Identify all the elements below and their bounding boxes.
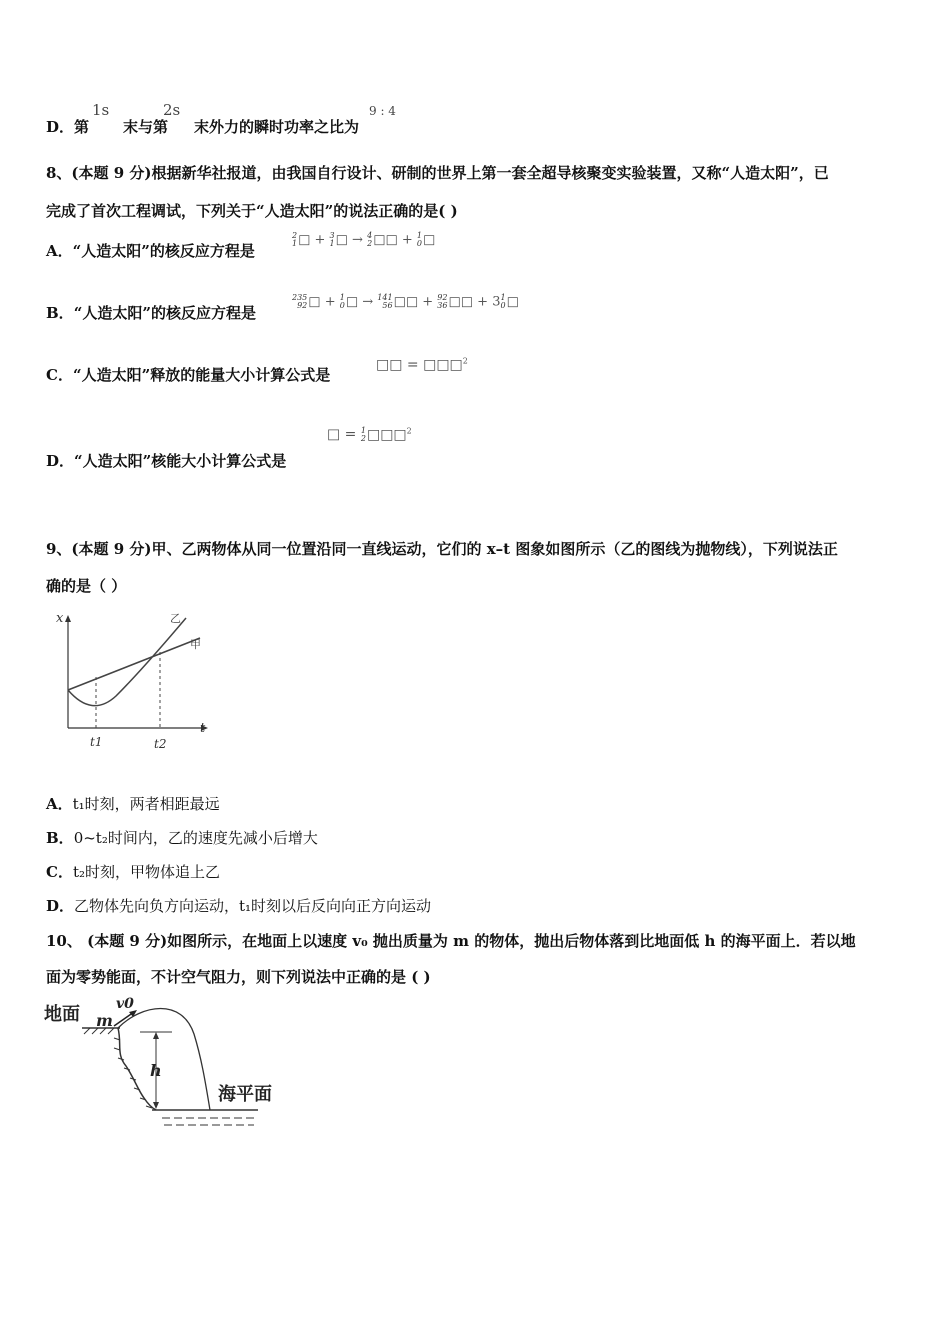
tick-t1: t1 bbox=[90, 735, 103, 749]
q8c-equation: □□ = □□□$^2$ bbox=[376, 356, 468, 373]
q9-option-c: C．t₂时刻，甲物体追上乙 bbox=[46, 863, 220, 881]
series-yi-label: 乙 bbox=[170, 612, 181, 625]
y-axis-arrow-icon bbox=[65, 615, 71, 622]
q9-xt-graph bbox=[46, 606, 216, 756]
q8-stem-line-2: 完成了首次工程调试，下列关于“人造太阳”的说法正确的是( ) bbox=[46, 202, 458, 220]
q10-stem-line-1: 10、 (本题 9 分)如图所示，在地面上以速度 v₀ 抛出质量为 m 的物体，抛出后物体落到比地面低 h 的海平面上．若以地 bbox=[46, 932, 856, 950]
h-arrow-up-icon bbox=[153, 1032, 159, 1039]
q8-option-d: D．“人造太阳”核能大小计算公式是 bbox=[46, 452, 287, 470]
y-axis-label: x bbox=[56, 611, 64, 626]
trajectory bbox=[118, 1009, 210, 1111]
q9-stem-line-2: 确的是（ ） bbox=[46, 577, 127, 595]
q8-stem-line-1: 8、(本题 9 分)根据新华社报道，由我国自行设计、研制的世界上第一套全超导核聚变实验装置，又称“人造太阳”，已 bbox=[46, 164, 829, 182]
sea-level-label: 海平面 bbox=[218, 1084, 272, 1105]
q10-stem-line-2: 面为零势能面，不计空气阻力，则下列说法中正确的是 ( ) bbox=[46, 968, 431, 986]
q9-option-a: A．t₁时刻，两者相距最远 bbox=[46, 795, 220, 813]
q9-stem-line-1: 9、(本题 9 分)甲、乙两物体从同一位置沿同一直线运动，它们的 x–t 图象如图所示（乙的图线为抛物线），下列说法正 bbox=[46, 540, 838, 558]
ground-label: 地面 bbox=[44, 1004, 80, 1025]
x-axis-label: t bbox=[200, 721, 206, 736]
series-yi-curve bbox=[68, 618, 186, 706]
q7-option-d: D．第 末与第 末外力的瞬时功率之比为 bbox=[46, 118, 360, 136]
q7d-text-1: 第 bbox=[74, 118, 90, 136]
q10-projectile-figure bbox=[42, 994, 292, 1134]
q8a-equation: 2 1□ + 3 1□ → 4 2□□ + 1 0□ bbox=[292, 231, 436, 248]
v0-label: v0 bbox=[116, 996, 134, 1012]
q9-option-b: B．0~t₂时间内，乙的速度先减小后增大 bbox=[46, 829, 318, 847]
q8-option-c: C．“人造太阳”释放的能量大小计算公式是 bbox=[46, 366, 331, 384]
tick-t2: t2 bbox=[154, 737, 167, 751]
q7d-ratio: 9 : 4 bbox=[369, 104, 396, 118]
h-label: h bbox=[150, 1061, 162, 1080]
q7d-text-2: 末与第 bbox=[123, 118, 169, 136]
q9-option-d: D．乙物体先向负方向运动，t₁时刻以后反向向正方向运动 bbox=[46, 897, 432, 915]
q7d-sup-2s: 2s bbox=[163, 101, 181, 119]
q8d-equation: □ = 1 2□□□$^2$ bbox=[327, 425, 412, 443]
series-jia-line bbox=[68, 638, 200, 690]
q8-option-b: B．“人造太阳”的核反应方程是 bbox=[46, 304, 256, 322]
q8b-equation: 235 92□ + 1 0□ → 141 56□□ + 92 36□□ + 31 0□ bbox=[292, 293, 519, 310]
q8-option-a: A．“人造太阳”的核反应方程是 bbox=[46, 242, 255, 260]
mass-label: m bbox=[96, 1011, 113, 1030]
q7d-text-3: 末外力的瞬时功率之比为 bbox=[194, 118, 360, 136]
series-jia-label: 甲 bbox=[190, 638, 201, 651]
q7d-sup-1s: 1s bbox=[92, 101, 110, 119]
